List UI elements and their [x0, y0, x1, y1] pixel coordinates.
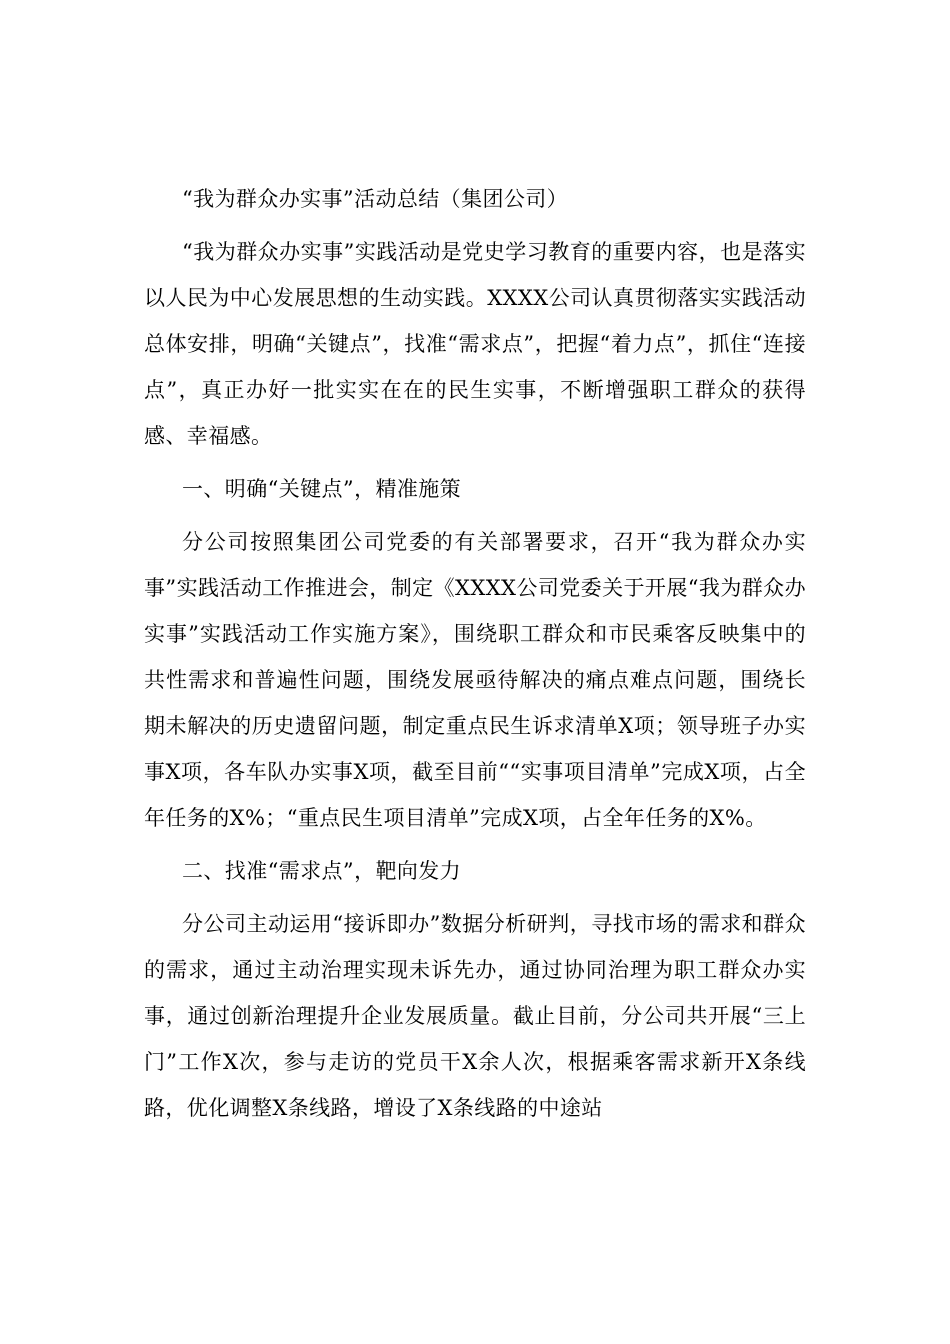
intro-paragraph: “我为群众办实事”实践活动是党史学习教育的重要内容，也是落实以人民为中心发展思想的生动实践。XXXX公司认真贯彻落实实践活动总体安排，明确“关键点”，找准“需求点”，把握“着力点”，抓住“连接点”，真正办好一批实实在在的民生实事，不断增强职工群众的获得感、幸福感。 [144, 240, 806, 448]
document-title: “我为群众办实事”活动总结（集团公司） [182, 187, 569, 211]
section-paragraph-2: 分公司主动运用“接诉即办”数据分析研判，寻找市场的需求和群众的需求，通过主动治理实现未诉先办，通过协同治理为职工群众办实事，通过创新治理提升企业发展质量。截止目前，分公司共开展“三上门”工作X次，参与走访的党员干X余人次，根据乘客需求新开X条线路，优化调整X条线路，增设了X条线路的中途站 [144, 912, 806, 1120]
section-paragraph-1: 分公司按照集团公司党委的有关部署要求，召开“我为群众办实事”实践活动工作推进会，制定《XXXX公司党委关于开展“我为群众办实事”实践活动工作实施方案》，围绕职工群众和市民乘客反映集中的共性需求和普遍性问题，围绕发展亟待解决的痛点难点问题，围绕长期未解决的历史遗留问题，制定重点民生诉求清单X项；领导班子办实事X项，各车队办实事X项，截至目前““实事项目清单”完成X项，占全年任务的X%；“重点民生项目清单”完成X项，占全年任务的X%。 [144, 530, 806, 830]
section-heading-1: 一、明确“关键点”，精准施策 [182, 477, 462, 501]
section-heading-2: 二、找准“需求点”，靶向发力 [182, 859, 462, 883]
document-body [144, 176, 806, 1138]
